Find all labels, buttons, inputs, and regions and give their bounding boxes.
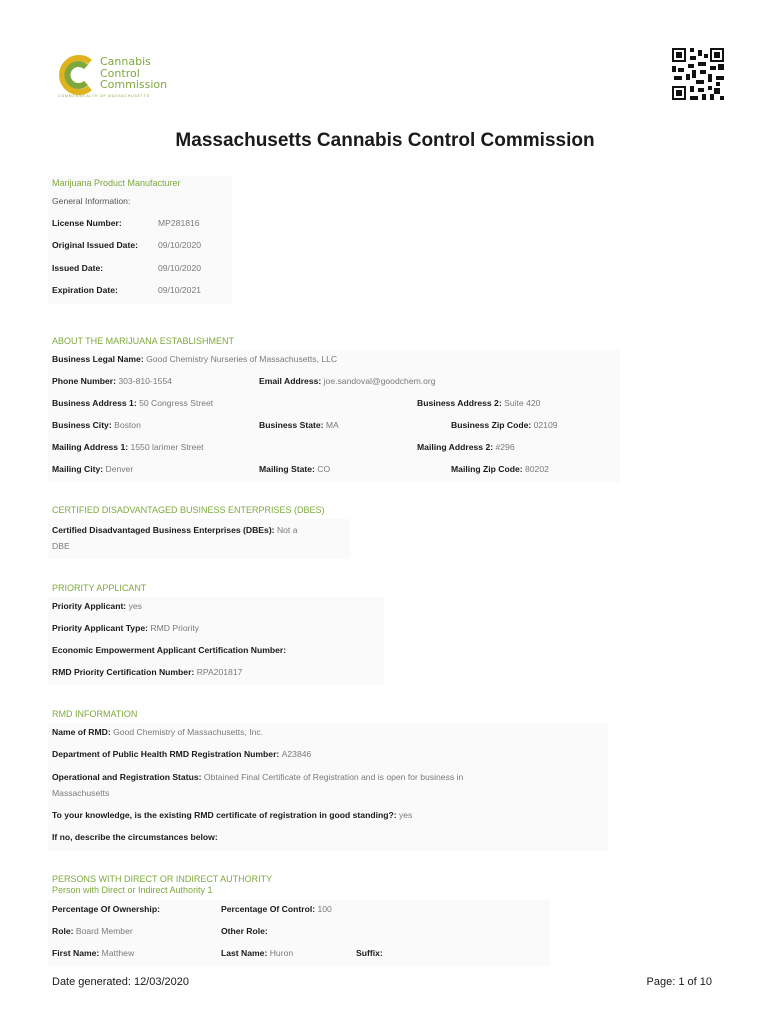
first-name-field <box>52 948 134 958</box>
mailing-zip-field <box>451 464 549 474</box>
first-name-label: First Name: <box>52 948 100 958</box>
email-label: Email Address: <box>259 376 322 386</box>
control-field <box>221 904 332 914</box>
establishment-panel <box>48 350 620 482</box>
mailing-zip-label: Mailing Zip Code: <box>451 464 523 474</box>
business-state-field <box>259 420 339 430</box>
mailing-state-label: Mailing State: <box>259 464 315 474</box>
business-address-1-value: 50 Congress Street <box>139 398 214 408</box>
dbe-label: Certified Disadvantaged Business Enterprises (DBEs): <box>52 525 275 535</box>
expiration-date-label: Expiration Date: <box>52 285 118 295</box>
page-number: Page: 1 of 10 <box>646 976 712 988</box>
mailing-address-1-field <box>52 442 204 452</box>
qr-code-icon <box>672 48 724 100</box>
rmd-standing-field <box>52 810 412 820</box>
rmd-priority-certification-field <box>52 667 242 677</box>
phone-field <box>52 376 172 386</box>
license-number-label: License Number: <box>52 218 122 228</box>
rmd-registration-field <box>52 749 311 759</box>
mailing-city-field <box>52 464 133 474</box>
priority-applicant-value: yes <box>128 601 142 611</box>
rmd-section-header: RMD INFORMATION <box>52 709 138 719</box>
business-city-value: Boston <box>114 420 141 430</box>
suffix-label: Suffix: <box>356 948 383 958</box>
rmd-registration-value: A23846 <box>281 749 312 759</box>
rmd-standing-label: To your knowledge, is the existing RMD certificate of registration in good standing?: <box>52 810 397 820</box>
business-zip-value: 02109 <box>533 420 558 430</box>
control-value: 100 <box>317 904 332 914</box>
logo-subtitle: COMMONWEALTH OF MASSACHUSETTS <box>58 94 150 98</box>
role-value: Board Member <box>75 926 133 936</box>
original-issued-date-label: Original Issued Date: <box>52 240 138 250</box>
legal-name-value: Good Chemistry Nurseries of Massachusetts, LLC <box>146 354 338 364</box>
priority-applicant-field <box>52 601 142 611</box>
legal-name-label: Business Legal Name: <box>52 354 144 364</box>
priority-type-value: RMD Priority <box>150 623 200 633</box>
business-state-label: Business State: <box>259 420 324 430</box>
business-city-field <box>52 420 141 430</box>
first-name-value: Matthew <box>101 948 135 958</box>
priority-applicant-label: Priority Applicant: <box>52 601 127 611</box>
issued-date-value: 09/10/2020 <box>158 263 202 273</box>
phone-label: Phone Number: <box>52 376 116 386</box>
rmd-registration-label: Department of Public Health RMD Registration Number: <box>52 749 280 759</box>
mailing-zip-value: 80202 <box>525 464 549 474</box>
priority-section-header: PRIORITY APPLICANT <box>52 583 147 593</box>
expiration-date-value: 09/10/2021 <box>158 285 202 295</box>
issued-date-label: Issued Date: <box>52 263 104 273</box>
rmd-standing-value: yes <box>398 810 413 820</box>
email-value: joe.sandoval@goodchem.org <box>323 376 436 386</box>
establishment-section-header: ABOUT THE MARIJUANA ESTABLISHMENT <box>52 336 235 346</box>
page-title: Massachusetts Cannabis Control Commission <box>175 130 595 151</box>
business-zip-label: Business Zip Code: <box>451 420 532 430</box>
rmd-status-field <box>52 772 463 782</box>
mailing-city-value: Denver <box>105 464 134 474</box>
commission-logo <box>54 52 184 102</box>
legal-name-field <box>52 354 337 364</box>
date-generated: Date generated: 12/03/2020 <box>52 976 190 988</box>
eea-certification-label: Economic Empowerment Applicant Certification Number: <box>52 645 287 655</box>
control-label: Percentage Of Control: <box>221 904 316 914</box>
last-name-label: Last Name: <box>221 948 268 958</box>
rmd-status-value: Obtained Final Certificate of Registration and is open for business in <box>203 772 464 782</box>
role-field <box>52 926 133 936</box>
business-zip-field <box>451 420 558 430</box>
role-label: Role: <box>52 926 74 936</box>
mailing-address-1-label: Mailing Address 1: <box>52 442 129 452</box>
mailing-state-field <box>259 464 330 474</box>
dbe-value-continued: DBE <box>52 541 70 551</box>
business-address-1-field <box>52 398 213 408</box>
license-number-value: MP281816 <box>158 218 200 228</box>
mailing-state-value: CO <box>317 464 331 474</box>
phone-value: 303-810-1554 <box>118 376 172 386</box>
other-role-label: Other Role: <box>221 926 268 936</box>
business-city-label: Business City: <box>52 420 112 430</box>
priority-type-label: Priority Applicant Type: <box>52 623 148 633</box>
general-information-label: General Information: <box>52 196 131 206</box>
business-address-1-label: Business Address 1: <box>52 398 137 408</box>
rmd-describe-label: If no, describe the circumstances below: <box>52 832 218 842</box>
priority-type-field <box>52 623 199 633</box>
business-address-2-value: Suite 420 <box>504 398 541 408</box>
rmd-priority-certification-value: RPA201817 <box>196 667 243 677</box>
dbe-section-header: CERTIFIED DISADVANTAGED BUSINESS ENTERPRISES (DBES) <box>52 505 325 515</box>
business-state-value: MA <box>325 420 339 430</box>
rmd-name-label: Name of RMD: <box>52 727 111 737</box>
persons-subheader: Person with Direct or Indirect Authority 1 <box>52 885 213 895</box>
mailing-address-2-value: #296 <box>495 442 515 452</box>
last-name-field <box>221 948 293 958</box>
last-name-value: Huron <box>269 948 294 958</box>
rmd-name-field <box>52 727 263 737</box>
rmd-status-label: Operational and Registration Status: <box>52 772 202 782</box>
business-address-2-label: Business Address 2: <box>417 398 502 408</box>
rmd-status-value-continued: Massachusetts <box>52 788 110 798</box>
dbe-field <box>52 525 297 535</box>
original-issued-date-value: 09/10/2020 <box>158 240 202 250</box>
persons-section-header: PERSONS WITH DIRECT OR INDIRECT AUTHORITY <box>52 874 273 884</box>
rmd-priority-certification-label: RMD Priority Certification Number: <box>52 667 195 677</box>
mailing-address-2-field <box>417 442 515 452</box>
mailing-address-2-label: Mailing Address 2: <box>417 442 494 452</box>
logo-c-icon <box>54 54 98 96</box>
rmd-name-value: Good Chemistry of Massachusetts, Inc. <box>113 727 264 737</box>
logo-wordmark: Cannabis Control Commission <box>100 55 168 91</box>
license-type: Marijuana Product Manufacturer <box>52 178 181 188</box>
mailing-address-1-value: 1550 larimer Street <box>130 442 204 452</box>
mailing-city-label: Mailing City: <box>52 464 104 474</box>
dbe-value: Not a <box>276 525 298 535</box>
email-field <box>259 376 436 386</box>
ownership-label: Percentage Of Ownership: <box>52 904 160 914</box>
business-address-2-field <box>417 398 540 408</box>
